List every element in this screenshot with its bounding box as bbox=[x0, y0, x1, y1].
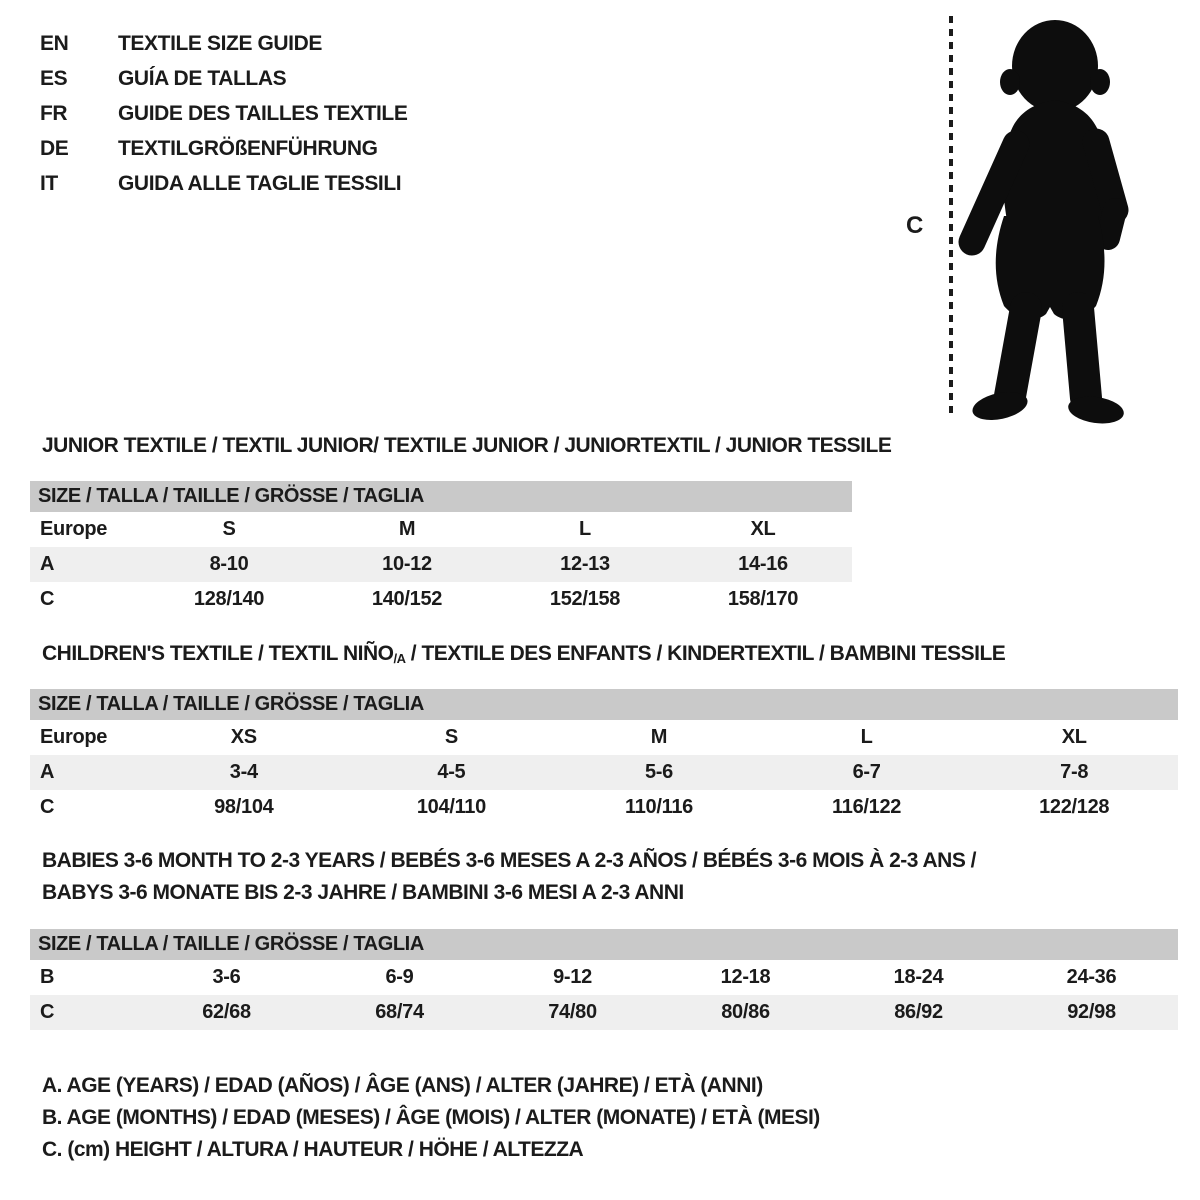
table-cell: 62/68 bbox=[202, 1001, 251, 1023]
table-cell: 152/158 bbox=[549, 588, 621, 610]
table-row bbox=[30, 995, 1178, 1030]
table-row bbox=[30, 547, 852, 582]
size-header-band: SIZE / TALLA / TAILLE / GRÖSSE / TAGLIA bbox=[30, 929, 1178, 960]
language-row-de bbox=[40, 131, 407, 166]
row-label: C bbox=[40, 796, 55, 818]
measure-c-label: C bbox=[906, 212, 924, 239]
table-cell: 116/122 bbox=[832, 796, 902, 818]
table-cell: XL bbox=[750, 518, 776, 540]
table-row bbox=[30, 960, 1178, 995]
table-cell: 12-13 bbox=[560, 553, 610, 575]
size-header-band: SIZE / TALLA / TAILLE / GRÖSSE / TAGLIA bbox=[30, 689, 1178, 720]
junior-size-table bbox=[30, 481, 852, 617]
table-cell: 68/74 bbox=[375, 1001, 424, 1023]
row-label: C bbox=[40, 1001, 55, 1023]
babies-size-table bbox=[30, 929, 1178, 1030]
table-cell: 4-5 bbox=[437, 761, 466, 783]
table-cell: 3-6 bbox=[212, 966, 241, 988]
legend-line-a: A. AGE (YEARS) / EDAD (AÑOS) / ÂGE (ANS) / ALTER (JAHRE) / ETÀ (ANNI) bbox=[42, 1074, 763, 1097]
table-cell: 6-7 bbox=[852, 761, 881, 783]
table-cell: L bbox=[860, 726, 873, 748]
table-cell: 158/170 bbox=[727, 588, 799, 610]
legend bbox=[42, 1070, 820, 1166]
table-row bbox=[30, 582, 852, 617]
language-row-it bbox=[40, 166, 407, 201]
toddler-silhouette-icon bbox=[950, 14, 1150, 426]
table-cell: 122/128 bbox=[1039, 796, 1110, 818]
table-cell: 18-24 bbox=[893, 966, 944, 988]
row-label: C bbox=[40, 588, 55, 610]
children-title-pre: CHILDREN'S TEXTILE / TEXTIL NIÑO bbox=[42, 642, 394, 665]
table-cell: 24-36 bbox=[1066, 966, 1117, 988]
row-label: Europe bbox=[40, 518, 108, 540]
table-cell: 3-4 bbox=[229, 761, 258, 783]
table-cell: 74/80 bbox=[548, 1001, 597, 1023]
row-label: A bbox=[40, 761, 55, 783]
junior-table-rows bbox=[30, 512, 852, 617]
children-table-rows bbox=[30, 720, 1178, 825]
row-label: Europe bbox=[40, 726, 108, 748]
table-row bbox=[30, 790, 1178, 825]
guide-title-en: TEXTILE SIZE GUIDE bbox=[118, 31, 322, 55]
language-code: IT bbox=[40, 171, 58, 195]
table-cell: 98/104 bbox=[214, 796, 274, 818]
row-label: B bbox=[40, 966, 55, 988]
children-title-post: / TEXTILE DES ENFANTS / KINDERTEXTIL / BAMBINI TESSILE bbox=[405, 642, 1006, 665]
table-cell: 10-12 bbox=[382, 553, 432, 575]
language-code: DE bbox=[40, 136, 69, 160]
table-cell: 5-6 bbox=[644, 761, 673, 783]
table-cell: L bbox=[579, 518, 591, 540]
table-cell: 7-8 bbox=[1060, 761, 1089, 783]
table-cell: XS bbox=[230, 726, 257, 748]
table-cell: 140/152 bbox=[371, 588, 443, 610]
babies-table-rows bbox=[30, 960, 1178, 1030]
table-cell: XL bbox=[1061, 726, 1087, 748]
junior-section-title: JUNIOR TEXTILE / TEXTIL JUNIOR/ TEXTILE JUNIOR / JUNIORTEXTIL / JUNIOR TESSILE bbox=[42, 434, 892, 457]
guide-title-fr: GUIDE DES TAILLES TEXTILE bbox=[118, 101, 408, 125]
row-label: A bbox=[40, 553, 55, 575]
table-cell: 80/86 bbox=[721, 1001, 770, 1023]
table-row bbox=[30, 512, 852, 547]
children-size-table bbox=[30, 689, 1178, 825]
guide-title-de: TEXTILGRÖßENFÜHRUNG bbox=[118, 136, 378, 160]
table-cell: 128/140 bbox=[193, 588, 265, 610]
table-cell: M bbox=[398, 518, 416, 540]
children-section-title bbox=[42, 642, 1005, 666]
table-cell: S bbox=[222, 518, 236, 540]
legend-line-b: B. AGE (MONTHS) / EDAD (MESES) / ÂGE (MOIS) / ALTER (MONATE) / ETÀ (MESI) bbox=[42, 1106, 820, 1129]
guide-title-it: GUIDA ALLE TAGLIE TESSILI bbox=[118, 171, 402, 195]
table-cell: M bbox=[650, 726, 668, 748]
table-cell: 104/110 bbox=[416, 796, 486, 818]
children-title-sub: /A bbox=[393, 651, 406, 666]
table-cell: 12-18 bbox=[720, 966, 771, 988]
language-row-fr bbox=[40, 96, 407, 131]
table-cell: 86/92 bbox=[894, 1001, 943, 1023]
language-row-en bbox=[40, 26, 407, 61]
babies-section-title-line2: BABYS 3-6 MONATE BIS 2-3 JAHRE / BAMBINI 3-6 MESI A 2-3 ANNI bbox=[42, 881, 684, 904]
height-measure-figure bbox=[880, 0, 1200, 440]
language-code: ES bbox=[40, 66, 68, 90]
table-row bbox=[30, 720, 1178, 755]
legend-line-c: C. (cm) HEIGHT / ALTURA / HAUTEUR / HÖHE / ALTEZZA bbox=[42, 1138, 584, 1161]
table-cell: 8-10 bbox=[209, 553, 249, 575]
language-title-list bbox=[40, 26, 407, 201]
table-cell: 14-16 bbox=[738, 553, 788, 575]
babies-section-title-line1: BABIES 3-6 MONTH TO 2-3 YEARS / BEBÉS 3-6 MESES A 2-3 AÑOS / BÉBÉS 3-6 MOIS À 2-3 ANS / bbox=[42, 849, 977, 872]
table-cell: 6-9 bbox=[385, 966, 414, 988]
table-cell: 110/116 bbox=[624, 796, 693, 818]
table-cell: 9-12 bbox=[553, 966, 592, 988]
language-row-es bbox=[40, 61, 407, 96]
size-header-band: SIZE / TALLA / TAILLE / GRÖSSE / TAGLIA bbox=[30, 481, 852, 512]
guide-title-es: GUÍA DE TALLAS bbox=[118, 66, 287, 90]
table-cell: 92/98 bbox=[1067, 1001, 1116, 1023]
language-code: EN bbox=[40, 31, 69, 55]
language-code: FR bbox=[40, 101, 68, 125]
table-cell: S bbox=[444, 726, 458, 748]
table-row bbox=[30, 755, 1178, 790]
